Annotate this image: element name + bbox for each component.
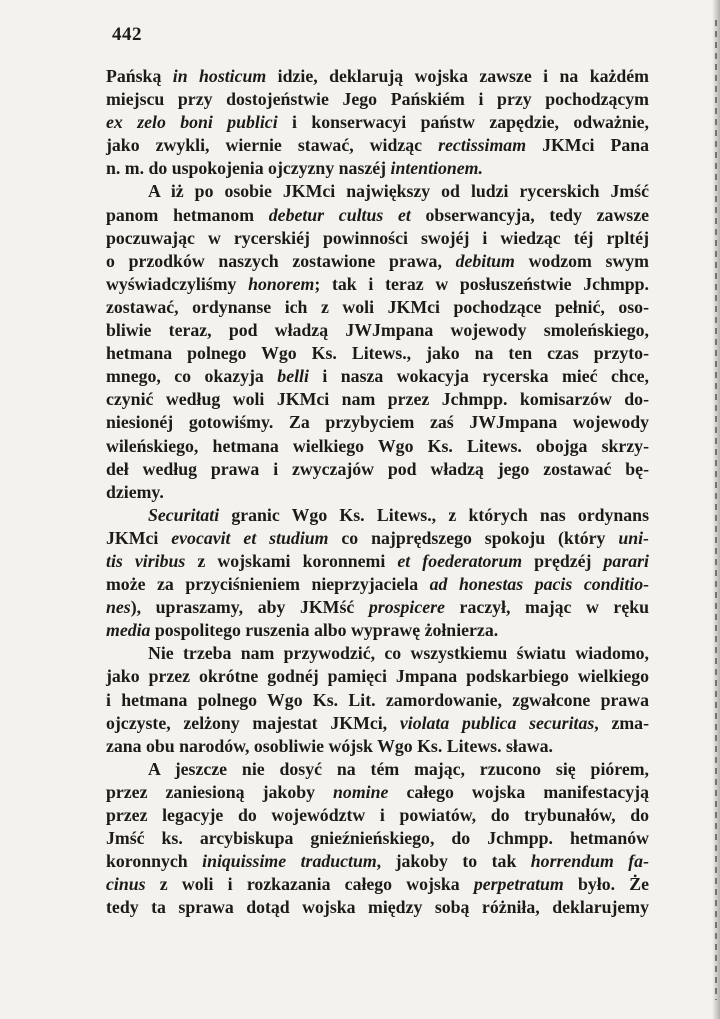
text-line (106, 804, 649, 827)
text-segment: co najprędszego spokoju (który (328, 527, 619, 548)
text-segment: może za przyciśnieniem nieprzyjaciela (106, 574, 430, 595)
text-line (106, 65, 649, 88)
text-segment: ; tak i teraz w posłuszeństwie Jchmpp. (314, 273, 649, 294)
text-segment: mnego, co okazyja (106, 366, 278, 387)
text-segment: i nasza wokacyja rycerska mieć chce, (308, 366, 649, 387)
text-line (106, 204, 649, 227)
text-segment: pospolitego ruszenia albo wyprawę żołnierza. (150, 620, 499, 641)
text-segment: Nie trzeba nam przywodzić, co wszystkiemu światu wiadomo, (148, 643, 649, 664)
text-segment: zana obu narodów, osobliwie wójsk Wgo Ks. Litews. sława. (106, 735, 553, 756)
text-line (106, 596, 649, 619)
text-segment: przez zaniesioną jakoby (106, 781, 334, 802)
text-line (106, 850, 649, 873)
text-segment: niesionéj gotowiśmy. Za przybyciem zaś JWJmpana wojewody (106, 412, 649, 433)
text-line (106, 712, 649, 735)
text-line (106, 296, 649, 319)
body-text (106, 65, 649, 919)
text-segment: wodzom swym (514, 250, 649, 271)
italic-phrase: intentionem. (390, 158, 483, 179)
italic-phrase: tis viribus (106, 550, 186, 571)
text-segment: miejscu przy dostojeństwie Jego Pańskiém i przy pochodzącym (106, 89, 649, 110)
italic-phrase: uni- (618, 527, 649, 548)
italic-phrase: perpetratum (473, 874, 564, 895)
text-segment: dziemy. (106, 481, 164, 502)
text-segment: hetmana polnego Wgo Ks. Litews., jako na ten czas przyto- (106, 343, 649, 364)
italic-phrase: cinus (106, 874, 146, 895)
text-segment: tedy ta sprawa dotąd wojska między sobą różniła, deklarujemy (106, 897, 649, 918)
italic-phrase: violata publica securitas (399, 712, 595, 733)
italic-phrase: horrendum fa- (530, 851, 649, 872)
text-line (106, 342, 649, 365)
text-segment: A jeszcze nie dosyć na tém mając, rzucono się piórem, (148, 758, 649, 779)
text-segment: było. Że (563, 874, 649, 895)
text-segment: poczuwając w rycerskiéj powinności swojéj i wiedząc téj rpltéj (106, 227, 649, 248)
italic-phrase: iniquissime traductum (202, 851, 377, 872)
text-line (106, 873, 649, 896)
text-line (106, 781, 649, 804)
text-line (106, 573, 649, 596)
italic-phrase: nes (106, 597, 131, 618)
text-line (106, 665, 649, 688)
text-line (106, 157, 649, 180)
text-segment: raczył, mając w ręku (444, 597, 649, 618)
text-line (106, 227, 649, 250)
italic-phrase: belli (277, 366, 309, 387)
italic-phrase: nomine (333, 781, 389, 802)
italic-phrase: debetur cultus et (268, 204, 411, 225)
italic-phrase: Securitati (148, 504, 220, 525)
text-segment: , jakoby to tak (376, 851, 531, 872)
italic-phrase: debitum (455, 250, 515, 271)
text-segment: czynić według woli JKMci nam przez Jchmpp. komisarzów do- (106, 389, 649, 410)
text-segment: całego wojska manifestacyją (388, 781, 649, 802)
text-line (106, 388, 649, 411)
text-segment: i hetmana polnego Wgo Ks. Lit. zamordowanie, zgwałcone prawa (106, 689, 649, 710)
text-segment: przez legacyje do województw i powiatów, do trybunałów, do (106, 805, 649, 825)
text-segment: ojczyste, zelżony majestat JKMci, (106, 712, 400, 733)
italic-phrase: ad honestas pacis conditio- (429, 574, 650, 595)
italic-phrase: rectissimam (438, 135, 527, 156)
text-line (106, 273, 649, 296)
text-segment: Jmść ks. arcybiskupa gnieźnieńskiego, do Jchmpp. hetmanów (106, 828, 649, 849)
text-line (106, 319, 649, 342)
italic-phrase: parari (603, 550, 649, 571)
text-line (106, 411, 649, 434)
text-segment: panom hetmanom (106, 204, 269, 225)
text-segment: o przodków naszych zostawione prawa, (106, 250, 456, 271)
text-line (106, 180, 649, 203)
text-segment: prędzéj (522, 550, 604, 571)
text-line (106, 758, 649, 781)
text-line (106, 458, 649, 481)
italic-phrase: media (106, 620, 151, 641)
text-segment: jako przez okrótne godnéj pamięci Jmpana podskarbiego wielkiego (106, 666, 649, 687)
text-segment: wileńskiego, hetmana wielkiego Wgo Ks. Litews. obojga skrzy- (106, 435, 649, 456)
italic-phrase: evocavit et studium (171, 527, 329, 548)
text-line (106, 111, 649, 134)
text-segment: i konserwacyi państw zapędzie, odważnie, (277, 112, 649, 133)
page-edge-mark (715, 20, 717, 1000)
italic-phrase: prospicere (368, 597, 445, 618)
text-segment: A iż po osobie JKMci największy od ludzi rycerskich Jmść (148, 181, 649, 202)
text-line (106, 481, 649, 504)
italic-phrase: ex zelo boni publici (106, 112, 278, 133)
text-segment: Pańską (106, 66, 173, 86)
text-line (106, 619, 649, 642)
page-number: 442 (112, 24, 142, 45)
italic-phrase: in hosticum (172, 66, 267, 86)
text-line (106, 689, 649, 712)
text-line (106, 527, 649, 550)
text-segment: z woli i rozkazania całego wojska (145, 874, 474, 895)
text-line (106, 642, 649, 665)
italic-phrase: honorem (248, 273, 315, 294)
text-segment: zostawać, ordynanse ich z woli JKMci pochodzące pełnić, oso- (106, 296, 649, 317)
text-line (106, 550, 649, 573)
text-line (106, 435, 649, 458)
text-segment: deł według prawa i zwyczajów pod władzą jego zostawać bę- (106, 458, 649, 479)
italic-phrase: et foederatorum (397, 550, 523, 571)
text-line (106, 250, 649, 273)
text-segment: jako zwykli, wiernie stawać, widząc (106, 135, 439, 156)
text-line (106, 827, 649, 850)
text-segment: idzie, deklarują wojska zawsze i na każdém (266, 66, 649, 86)
text-segment: z wojskami koronnemi (185, 550, 398, 571)
text-line (106, 735, 649, 758)
text-segment: granic Wgo Ks. Litews., z których nas ordynans (219, 504, 649, 525)
text-segment: bliwie teraz, pod władzą JWJmpana wojewody smoleńskiego, (106, 320, 649, 341)
text-line (106, 134, 649, 157)
text-line (106, 88, 649, 111)
text-segment: wyświadczyliśmy (106, 273, 249, 294)
text-segment: obserwancyja, tedy zawsze (410, 204, 649, 225)
text-segment: n. m. do uspokojenia ojczyzny naszéj (106, 158, 391, 179)
text-segment: ), upraszamy, aby JKMść (130, 597, 369, 618)
text-line (106, 504, 649, 527)
text-segment: JKMci Pana (526, 135, 649, 156)
text-segment: JKMci (106, 527, 172, 548)
text-segment: , zma- (594, 712, 649, 733)
text-line (106, 896, 649, 919)
text-line (106, 365, 649, 388)
text-segment: koronnych (106, 851, 203, 872)
